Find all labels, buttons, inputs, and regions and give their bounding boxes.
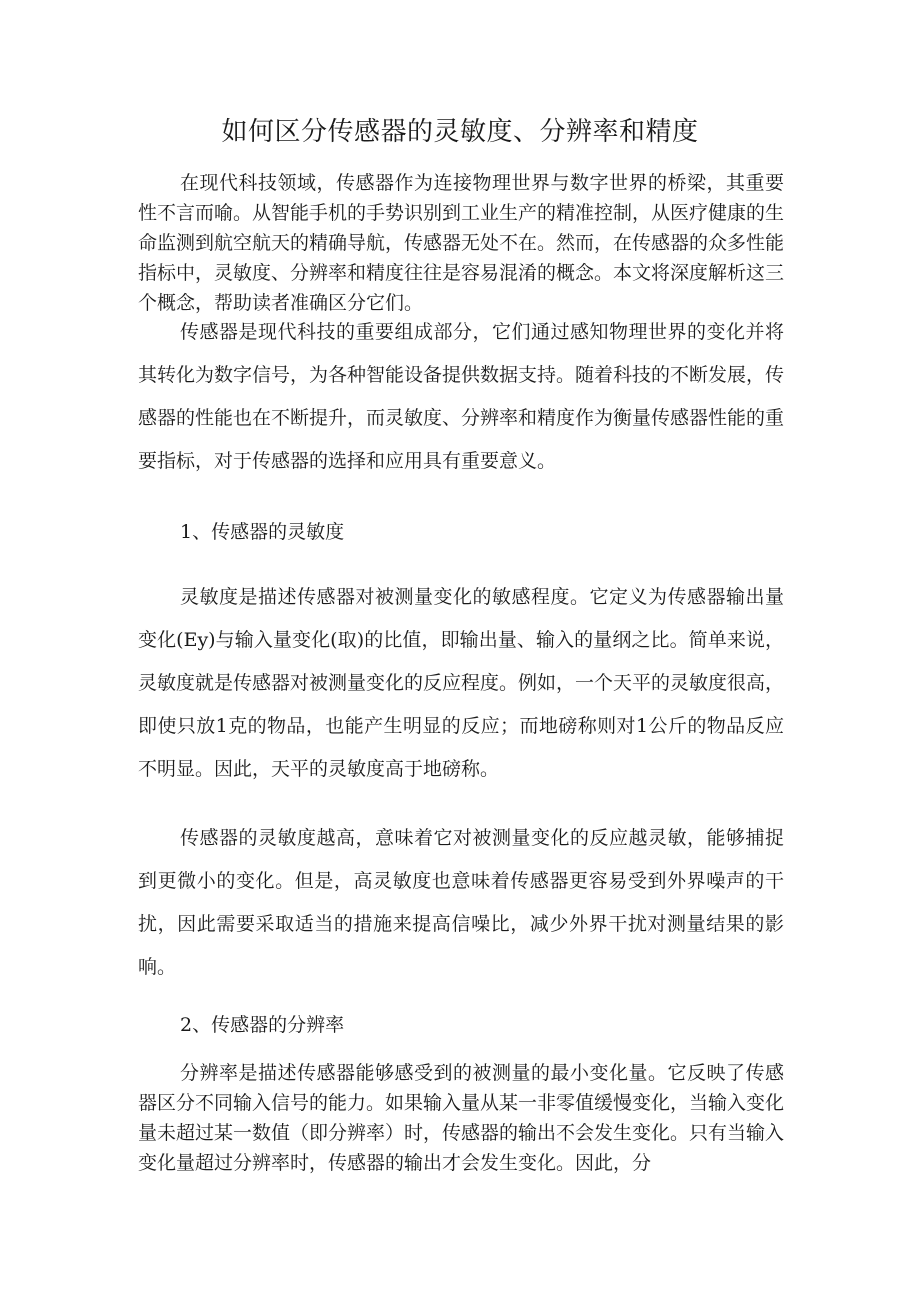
intro-paragraph: 在现代科技领域，传感器作为连接物理世界与数字世界的桥梁，其重要性不言而喻。从智能手机的手势识别到工业生产的精准控制，从医疗健康的生命监测到航空航天的精确导航，传感器无处不在。然而，在传感器的众多性能指标中，灵敏度、分辨率和精度往往是容易混淆的概念。本文将深度解析这三个概念，帮助读者准确区分它们。 — [138, 172, 785, 314]
resolution-paragraph-1: 分辨率是描述传感器能够感受到的被测量的最小变化量。它反映了传感器区分不同输入信号的能力。如果输入量从某一非零值缓慢变化，当输入变化量未超过某一数值（即分辨率）时，传感器的输出不会发生变化。只有当输入变化量超过分辨率时，传感器的输出才会发生变化。因此，分 — [138, 1062, 785, 1174]
section-heading-resolution: 2、传感器的分辨率 — [180, 1014, 345, 1036]
sensitivity-paragraph-1: 灵敏度是描述传感器对被测量变化的敏感程度。它定义为传感器输出量变化(Ey)与输入量变化(取)的比值，即输出量、输入的量纲之比。简单来说，灵敏度就是传感器对被测量变化的反应程度。例如，一个天平的灵敏度很高，即使只放1克的物品，也能产生明显的反应；而地磅称则对1公斤的物品反应不明显。因此，天平的灵敏度高于地磅称。 — [138, 586, 785, 780]
document-title: 如何区分传感器的灵敏度、分辨率和精度 — [221, 117, 699, 147]
importance-paragraph: 传感器是现代科技的重要组成部分，它们通过感知物理世界的变化并将其转化为数字信号，为各种智能设备提供数据支持。随着科技的不断发展，传感器的性能也在不断提升，而灵敏度、分辨率和精度作为衡量传感器性能的重要指标，对于传感器的选择和应用具有重要意义。 — [138, 321, 785, 472]
sensitivity-paragraph-2: 传感器的灵敏度越高，意味着它对被测量变化的反应越灵敏，能够捕捉到更微小的变化。但是，高灵敏度也意味着传感器更容易受到外界噪声的干扰，因此需要采取适当的措施来提高信噪比，减少外界干扰对测量结果的影响。 — [138, 827, 784, 978]
section-heading-sensitivity: 1、传感器的灵敏度 — [180, 521, 345, 543]
